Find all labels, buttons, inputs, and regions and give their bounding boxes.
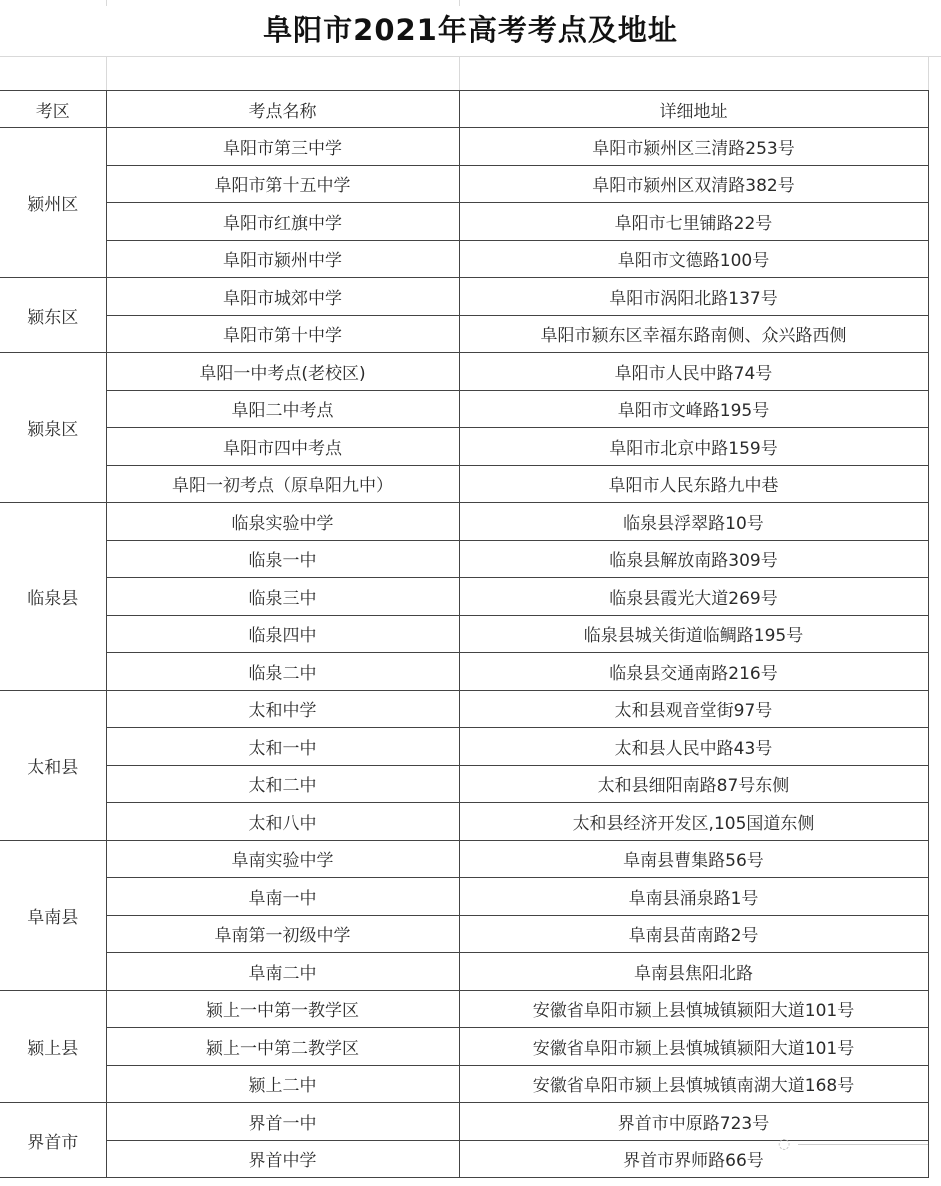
address-cell[interactable]: 临泉县解放南路309号 (459, 540, 928, 578)
address-cell[interactable]: 阜阳市涡阳北路137号 (459, 278, 928, 316)
site-name-cell[interactable]: 颍上二中 (106, 1065, 459, 1103)
empty-cell (928, 1065, 941, 1103)
district-cell[interactable]: 颍东区 (0, 278, 106, 353)
table-row (0, 765, 941, 803)
empty-cell (928, 615, 941, 653)
empty-cell (928, 765, 941, 803)
watermark (778, 1130, 928, 1158)
address-cell[interactable]: 临泉县霞光大道269号 (459, 578, 928, 616)
address-cell[interactable]: 临泉县交通南路216号 (459, 653, 928, 691)
address-cell[interactable]: 阜阳市人民中路74号 (459, 353, 928, 391)
table-row (0, 203, 941, 241)
table-row (0, 278, 941, 316)
table-row (0, 503, 941, 541)
empty-cell (928, 315, 941, 353)
empty-cell (928, 503, 941, 541)
address-cell[interactable]: 阜阳市人民东路九中巷 (459, 465, 928, 503)
empty-cell (928, 353, 941, 391)
address-cell[interactable]: 临泉县浮翠路10号 (459, 503, 928, 541)
address-cell[interactable]: 安徽省阜阳市颍上县慎城镇颍阳大道101号 (459, 990, 928, 1028)
table-row (0, 803, 941, 841)
table-row (0, 165, 941, 203)
district-cell[interactable]: 颍上县 (0, 990, 106, 1103)
table-row (0, 690, 941, 728)
empty-cell (928, 128, 941, 166)
empty-cell (928, 165, 941, 203)
empty-cell (928, 428, 941, 466)
table-row (0, 615, 941, 653)
empty-cell (928, 203, 941, 241)
empty-cell (928, 953, 941, 991)
table-row (0, 878, 941, 916)
gridline (928, 56, 929, 90)
site-name-cell[interactable]: 阜南一中 (106, 878, 459, 916)
empty-cell (928, 390, 941, 428)
table-row (0, 953, 941, 991)
address-cell[interactable]: 界首市中原路723号 (459, 1103, 928, 1141)
address-cell[interactable]: 阜南县曹集路56号 (459, 840, 928, 878)
site-name-cell[interactable]: 太和二中 (106, 765, 459, 803)
gridline (106, 56, 107, 90)
header-district[interactable]: 考区 (0, 91, 106, 128)
district-cell[interactable]: 太和县 (0, 690, 106, 840)
exam-sites-table (0, 90, 941, 1178)
address-cell[interactable]: 安徽省阜阳市颍上县慎城镇颍阳大道101号 (459, 1028, 928, 1066)
district-cell[interactable]: 临泉县 (0, 503, 106, 691)
site-name-cell[interactable]: 阜南二中 (106, 953, 459, 991)
address-cell[interactable]: 阜阳市文德路100号 (459, 240, 928, 278)
empty-cell (928, 465, 941, 503)
table-body (0, 128, 941, 1178)
site-name-cell[interactable]: 阜南第一初级中学 (106, 915, 459, 953)
empty-cell (928, 690, 941, 728)
address-cell[interactable]: 界首市界师路66号 (459, 1140, 928, 1178)
header-site[interactable]: 考点名称 (106, 91, 459, 128)
empty-cell (928, 728, 941, 766)
district-cell[interactable]: 界首市 (0, 1103, 106, 1178)
table-row (0, 128, 941, 166)
address-cell[interactable]: 太和县观音堂街97号 (459, 690, 928, 728)
empty-cell (928, 240, 941, 278)
empty-cell (928, 990, 941, 1028)
site-name-cell[interactable]: 太和中学 (106, 690, 459, 728)
site-name-cell[interactable]: 阜南实验中学 (106, 840, 459, 878)
table-row (0, 653, 941, 691)
site-name-cell[interactable]: 阜阳市第十中学 (106, 315, 459, 353)
empty-cell (928, 540, 941, 578)
empty-cell (928, 878, 941, 916)
empty-cell (928, 91, 941, 128)
table-row (0, 1065, 941, 1103)
table-row (0, 428, 941, 466)
site-name-cell[interactable]: 临泉二中 (106, 653, 459, 691)
address-cell[interactable]: 阜南县苗南路2号 (459, 915, 928, 953)
site-name-cell[interactable]: 阜阳一中考点(老校区) (106, 353, 459, 391)
site-name-cell[interactable]: 阜阳市第三中学 (106, 128, 459, 166)
table-row (0, 315, 941, 353)
empty-cell (928, 1028, 941, 1066)
address-cell[interactable]: 阜阳市颍东区幸福东路南侧、众兴路西侧 (459, 315, 928, 353)
site-name-cell[interactable]: 阜阳市四中考点 (106, 428, 459, 466)
gridline (459, 56, 460, 90)
site-name-cell[interactable]: 临泉一中 (106, 540, 459, 578)
district-cell[interactable]: 阜南县 (0, 840, 106, 990)
table-row (0, 465, 941, 503)
site-name-cell[interactable]: 界首中学 (106, 1140, 459, 1178)
table-row (0, 915, 941, 953)
page-title: 阜阳市2021年高考考点及地址 (263, 12, 678, 47)
table-row (0, 990, 941, 1028)
address-cell[interactable]: 阜阳市七里铺路22号 (459, 203, 928, 241)
address-cell[interactable]: 安徽省阜阳市颍上县慎城镇南湖大道168号 (459, 1065, 928, 1103)
address-cell[interactable]: 阜南县焦阳北路 (459, 953, 928, 991)
address-cell[interactable]: 阜阳市北京中路159号 (459, 428, 928, 466)
address-cell[interactable]: 太和县细阳南路87号东侧 (459, 765, 928, 803)
address-cell[interactable]: 太和县经济开发区,105国道东侧 (459, 803, 928, 841)
gridline (0, 56, 941, 57)
site-name-cell[interactable]: 太和一中 (106, 728, 459, 766)
address-cell[interactable]: 阜阳市颍州区三清路253号 (459, 128, 928, 166)
site-name-cell[interactable]: 阜阳市城郊中学 (106, 278, 459, 316)
table-row (0, 390, 941, 428)
district-cell[interactable]: 颍州区 (0, 128, 106, 278)
empty-cell (928, 840, 941, 878)
empty-cell (928, 915, 941, 953)
table-row (0, 240, 941, 278)
table-row (0, 540, 941, 578)
site-name-cell[interactable]: 临泉四中 (106, 615, 459, 653)
empty-cell (928, 578, 941, 616)
site-name-cell[interactable]: 阜阳一初考点（原阜阳九中） (106, 465, 459, 503)
watermark-line (798, 1144, 928, 1145)
site-name-cell[interactable]: 太和八中 (106, 803, 459, 841)
site-name-cell[interactable]: 临泉实验中学 (106, 503, 459, 541)
site-name-cell[interactable]: 阜阳市第十五中学 (106, 165, 459, 203)
address-cell[interactable]: 太和县人民中路43号 (459, 728, 928, 766)
site-name-cell[interactable]: 界首一中 (106, 1103, 459, 1141)
header-address[interactable]: 详细地址 (459, 91, 928, 128)
table-row (0, 578, 941, 616)
table-row (0, 1028, 941, 1066)
district-cell[interactable]: 颍泉区 (0, 353, 106, 503)
site-name-cell[interactable]: 临泉三中 (106, 578, 459, 616)
address-cell[interactable]: 阜南县涌泉路1号 (459, 878, 928, 916)
empty-cell (928, 1140, 941, 1178)
empty-cell (928, 803, 941, 841)
header-row (0, 91, 941, 128)
empty-cell (928, 278, 941, 316)
table-row (0, 840, 941, 878)
address-cell[interactable]: 阜阳市颍州区双清路382号 (459, 165, 928, 203)
site-name-cell[interactable]: 颍上一中第二教学区 (106, 1028, 459, 1066)
empty-cell (928, 1103, 941, 1141)
site-name-cell[interactable]: 阜阳市红旗中学 (106, 203, 459, 241)
watermark-icon: ◌ (778, 1136, 791, 1152)
site-name-cell[interactable]: 阜阳二中考点 (106, 390, 459, 428)
address-cell[interactable]: 临泉县城关街道临鲷路195号 (459, 615, 928, 653)
table-row (0, 353, 941, 391)
table-row (0, 728, 941, 766)
site-name-cell[interactable]: 阜阳市颍州中学 (106, 240, 459, 278)
site-name-cell[interactable]: 颍上一中第一教学区 (106, 990, 459, 1028)
empty-cell (928, 653, 941, 691)
address-cell[interactable]: 阜阳市文峰路195号 (459, 390, 928, 428)
